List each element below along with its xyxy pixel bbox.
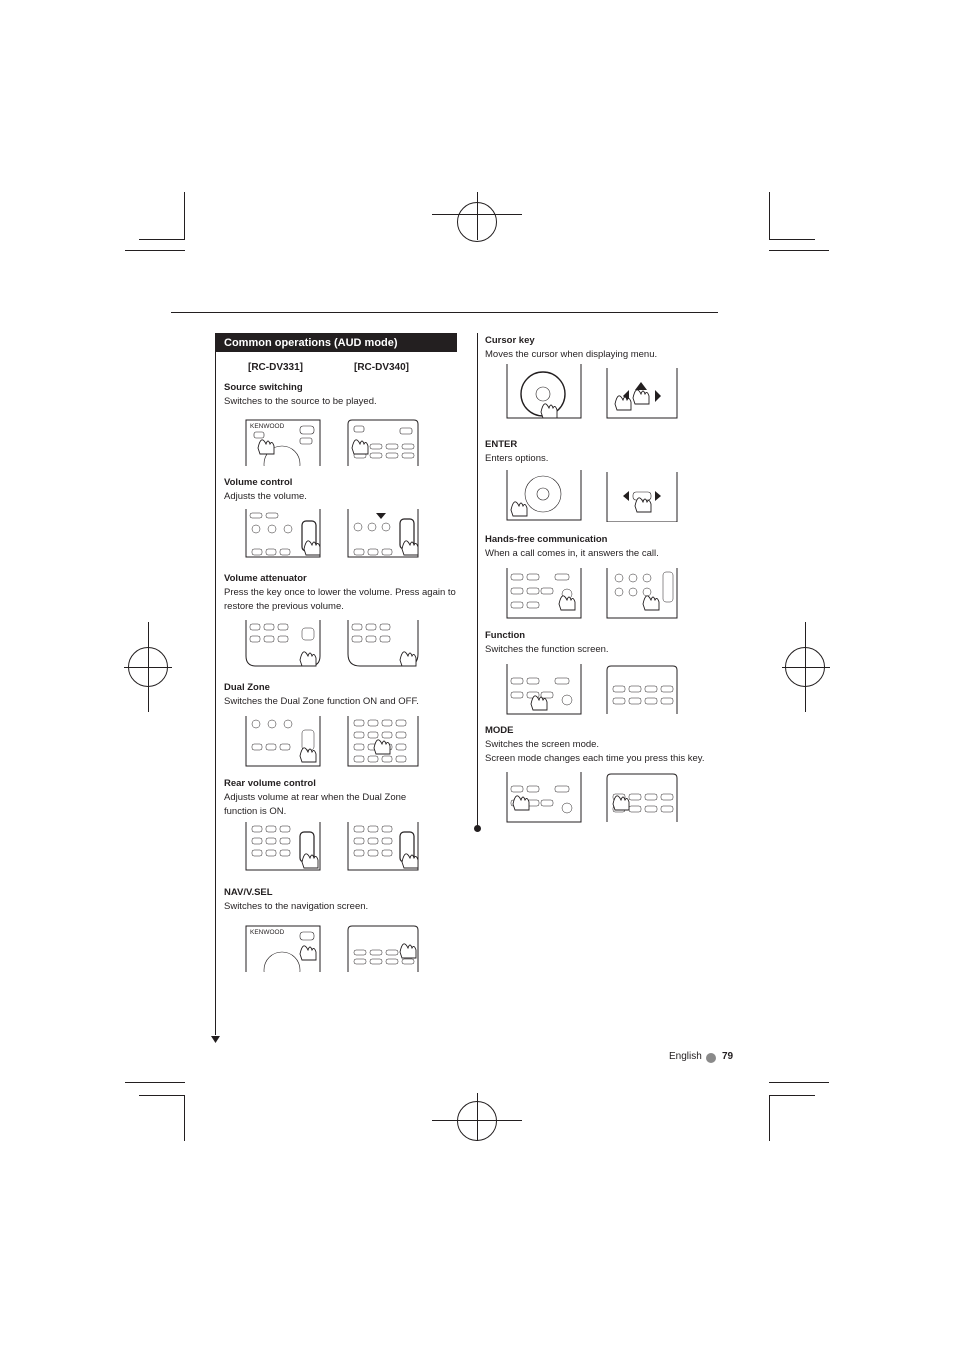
remote-illustration-rc-dv340 [346,822,420,872]
crop-mark [184,1095,185,1141]
registration-mark [477,1093,478,1141]
remote-illustration-rc-dv331 [505,772,583,824]
crop-mark [125,250,185,251]
section-text: Switches the function screen. [485,644,609,655]
section-title: ENTER [485,439,518,450]
crop-mark [769,192,770,240]
crop-mark [139,1095,185,1096]
remote-illustration-rc-dv340 [346,509,420,559]
crop-mark [769,239,815,240]
remote-illustration-rc-dv331 [505,568,583,620]
remote-illustration-rc-dv331 [244,716,322,768]
top-rule [171,312,718,313]
section-title: NAV/V.SEL [224,887,273,898]
remote-illustration-rc-dv331 [244,924,322,972]
column-line-left [215,333,216,1035]
crop-mark [769,1082,829,1083]
section-text: Adjusts the volume. [224,491,307,502]
remote-illustration-rc-dv340 [605,664,681,716]
registration-mark [124,667,172,668]
crop-mark [769,1095,770,1141]
brand-label: KENWOOD [250,423,285,430]
crop-mark [125,1082,185,1083]
registration-mark [477,192,478,240]
crop-mark [184,192,185,240]
continue-arrow-icon [211,1034,221,1044]
section-text: Switches the screen mode. [485,739,600,750]
crop-mark [139,239,185,240]
section-title: Hands-free communication [485,534,608,545]
section-title: Rear volume control [224,778,316,789]
section-title: Source switching [224,382,303,393]
model-label-rc-dv331: [RC-DV331] [248,362,304,373]
footer-language: English [669,1051,702,1062]
section-text: Switches the Dual Zone function ON and OFF. [224,696,419,707]
crop-mark [769,1095,815,1096]
section-text: Moves the cursor when displaying menu. [485,349,658,360]
remote-illustration-rc-dv331 [244,418,322,466]
remote-illustration-rc-dv340 [605,472,681,522]
registration-mark [432,214,522,215]
model-label-rc-dv340: [RC-DV340] [354,362,410,373]
section-title: Dual Zone [224,682,270,693]
registration-mark [782,667,830,668]
remote-illustration-rc-dv331 [244,822,322,872]
crop-mark [769,250,829,251]
section-text: When a call comes in, it answers the call. [485,548,659,559]
section-text: Screen mode changes each time you press this key. [485,753,705,764]
remote-illustration-rc-dv340 [605,368,681,420]
brand-label: KENWOOD [250,929,285,936]
column-line-right [477,333,478,828]
registration-mark [432,1120,522,1121]
remote-illustration-rc-dv340 [346,418,420,466]
footer-dot-icon [706,1053,716,1063]
remote-illustration-rc-dv340 [346,716,420,768]
remote-illustration-rc-dv340 [605,568,681,620]
section-title: MODE [485,725,514,736]
end-dot [474,825,481,832]
section-text: Adjusts volume at rear when the Dual Zone function is ON. [224,792,407,817]
section-title: Cursor key [485,335,535,346]
remote-illustration-rc-dv331 [505,364,583,420]
section-text: Press the key once to lower the volume. Press again to restore the previous volume. [224,587,456,612]
remote-illustration-rc-dv331 [244,509,322,559]
section-text: Enters options. [485,453,549,464]
section-text: Switches to the source to be played. [224,396,377,407]
remote-illustration-rc-dv331 [505,664,583,716]
remote-illustration-rc-dv340 [346,924,420,972]
section-header [216,333,457,352]
section-text: Switches to the navigation screen. [224,901,369,912]
remote-illustration-rc-dv340 [346,620,420,668]
remote-illustration-rc-dv331 [505,470,583,522]
section-title: Function [485,630,526,641]
remote-illustration-rc-dv340 [605,772,681,824]
section-title: Volume control [224,477,293,488]
page-number: 79 [722,1051,734,1062]
section-header-title: Common operations (AUD mode) [224,337,398,349]
remote-illustration-rc-dv331 [244,620,322,668]
section-title: Volume attenuator [224,573,307,584]
